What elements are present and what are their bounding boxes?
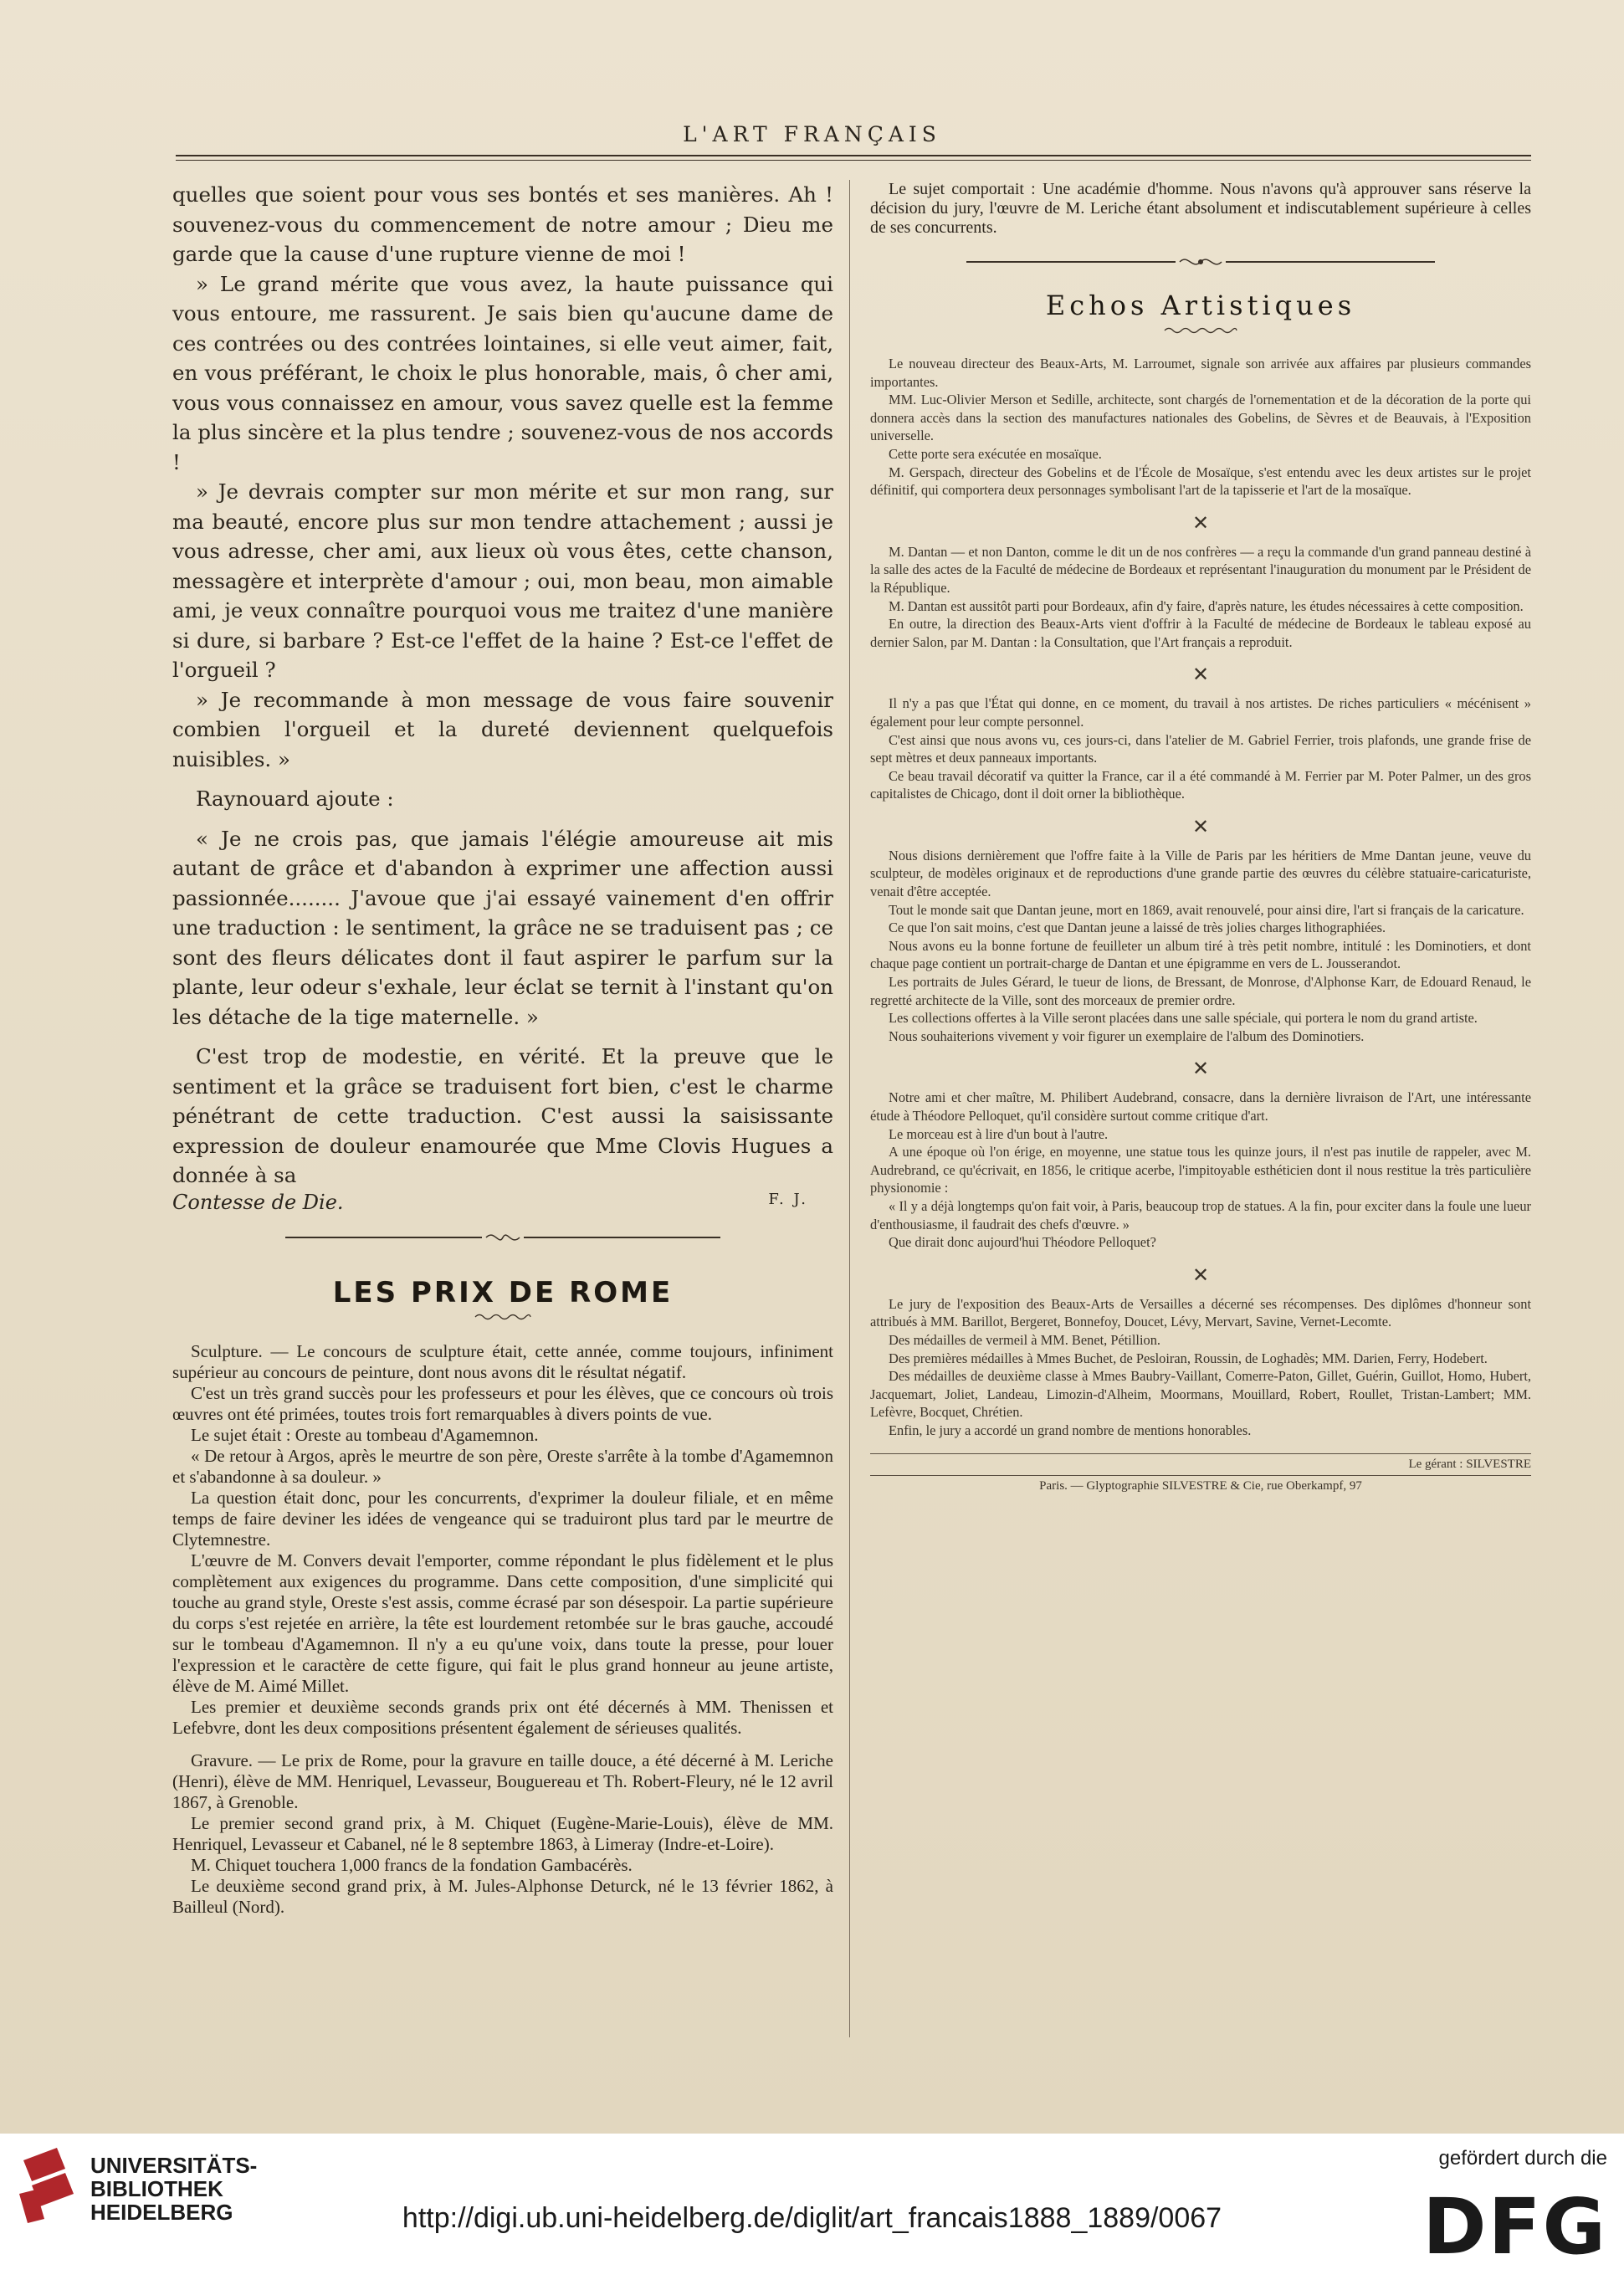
item-separator-icon: ✕	[1191, 510, 1210, 535]
echo-paragraph: A une époque où l'on érige, en moyenne, une statue tous les quinze jours, il n'est pas inutile de rappeler, avec M. Audrebrand, ce qu'écrivait, en 1856, le critique acerbe, l'impitoyable esthéticien dont il nous restitue la très particulière physionomie :	[870, 1144, 1531, 1196]
poem-paragraph: quelles que soient pour vous ses bontés et ses manières. Ah ! souvenez-vous du commencement de notre amour ; Dieu me garde que la cause d'une rupture vienne de moi !	[172, 182, 833, 266]
left-column	[172, 180, 833, 2054]
ornamental-divider	[285, 1229, 720, 1246]
echos-list	[870, 355, 1531, 1440]
header-rule-thin	[176, 160, 1531, 161]
echo-paragraph: Les collections offertes à la Ville seront placées dans une salle spéciale, qui portera le nom du grand artiste.	[889, 1010, 1478, 1027]
prix-paragraph: « De retour à Argos, après le meurtre de son père, Oreste s'arrête à la tombe d'Agamemnon et s'abandonne à sa douleur. »	[172, 1445, 833, 1487]
echo-paragraph: Enfin, le jury a accordé un grand nombre de mentions honorables.	[889, 1422, 1252, 1438]
column-divider	[849, 180, 850, 2037]
echo-paragraph: Ce que l'on sait moins, c'est que Dantan jeune a laissé de très jolies charges lithographiées.	[889, 920, 1386, 936]
echo-paragraph: C'est ainsi que nous avons vu, ces jours-ci, dans l'atelier de M. Gabriel Ferrier, trois plafonds, une grande frise de sept mètres et deux panneaux importants.	[870, 731, 1531, 766]
echo-paragraph: Des médailles de vermeil à MM. Benet, Pétillion.	[889, 1331, 1161, 1348]
echo-paragraph: Cette porte sera exécutée en mosaïque.	[889, 445, 1102, 462]
prix-paragraph: M. Chiquet touchera 1,000 francs de la fondation Gambacérès.	[191, 1854, 633, 1875]
running-title: L'ART FRANÇAIS	[683, 122, 941, 146]
footer-rule	[870, 1453, 1531, 1454]
prix-de-rome-title: LES PRIX DE ROME	[332, 1275, 674, 1309]
author-initials: F. J.	[768, 1190, 808, 1208]
echo-paragraph: Le morceau est à lire d'un bout à l'autre.	[889, 1125, 1109, 1142]
contesse-title: Contesse de Die.	[172, 1190, 344, 1214]
echo-paragraph: Tout le monde sait que Dantan jeune, mort en 1869, avait renouvelé, pour ainsi dire, l'art si français de la caricature.	[889, 901, 1524, 918]
echo-paragraph: Des médailles de deuxième classe à Mmes Baubry-Vaillant, Comerre-Paton, Gillet, Guérin, Guillot, Homo, Hubert, Jacquemart, Joliet, Landeau, Limozin-d'Alheim, Moormans, Mouillard, Robert, Roullet, Tristan-Lambert; MM. Lefèvre, Bocquet, Chrétien.	[870, 1368, 1531, 1421]
footer-rule	[870, 1475, 1531, 1476]
item-separator-icon: ✕	[1191, 814, 1210, 838]
echo-paragraph: En outre, la direction des Beaux-Arts vient d'offrir à la Faculté de médecine de Bordeaux le tableau exposé au dernier Salon, par M. Dantan : la Consultation, que l'Art français a reproduit.	[870, 616, 1531, 650]
poem-paragraph: » Le grand mérite que vous avez, la haute puissance qui vous entoure, me rassurent. Je sais bien qu'aucune dame de ces contrées ou des contrées lointaines, si elle veut aimer, fait, en vous préférant, le choix le plus honorable, mais, ô cher ami, vous vous connaissez en amour, vous savez quelle est la femme la plus sincère et la plus tendre ; souvenez-vous de nos accords !	[172, 271, 833, 474]
prix-paragraph: Sculpture. — Le concours de sculpture était, cette année, comme toujours, infiniment supérieur au concours de peinture, dont nous avons dit le résultat négatif.	[172, 1340, 833, 1382]
library-line: UNIVERSITÄTS-	[90, 2153, 258, 2178]
right-column	[870, 180, 1531, 2054]
title-squiggle	[1163, 326, 1238, 335]
title-squiggle	[474, 1313, 532, 1321]
item-separator-icon: ✕	[1191, 1263, 1210, 1287]
quote-paragraph: « Je ne crois pas, que jamais l'élégie amoureuse ait mis autant de grâce et d'abandon à exprimer une affection aussi passionnée........ J'avoue que j'ai essayé vainement d'en offrir une traduction : le sentiment, la grâce ne se traduisent pas ; ce sont des fleurs délicates dont il faut aspirer le parfum sur la plante, leur odeur s'exhale, leur éclat se ternit à l'instant qu'on les détache de la tige maternelle. »	[172, 826, 833, 1029]
imprint-line: Paris. — Glyptographie SILVESTRE & Cie, rue Oberkampf, 97	[1039, 1478, 1362, 1493]
item-separator-icon: ✕	[1191, 663, 1210, 687]
echo-paragraph: MM. Luc-Olivier Merson et Sedille, architecte, sont chargés de l'ornementation et de la décoration de la porte qui donnera accès dans la section des manufactures nationales des Gobelins, de Sèvres et de Beauvais, à l'Exposition universelle.	[870, 392, 1531, 444]
header-rule-thick	[176, 155, 1531, 156]
echo-paragraph: Les portraits de Jules Gérard, le tueur de lions, de Bressant, de Monrose, d'Alphonse Karr, de Edouard Renaud, le regretté architecte de la Ville, sont des morceaux de premier ordre.	[870, 974, 1531, 1008]
echo-paragraph: Des premières médailles à Mmes Buchet, de Pesloiran, Roussin, de Loghadès; MM. Darien, Ferry, Hodebert.	[889, 1350, 1488, 1366]
echo-paragraph: Il n'y a pas que l'État qui donne, en ce moment, du travail à nos artistes. De riches particuliers « mécénisent » également pour leur compte personnel.	[870, 695, 1531, 730]
echo-paragraph: Nous disions dernièrement que l'offre faite à la Ville de Paris par les héritiers de Mme Dantan jeune, veuve du sculpteur, de modèles originaux et de reproductions d'une grande partie des œuvres du célèbre statuaire-caricaturiste, venait d'être acceptée.	[870, 847, 1531, 900]
echo-paragraph: M. Gerspach, directeur des Gobelins et de l'École de Mosaïque, s'est entendu avec les deux artistes sur le projet définitif, qui comportera deux personnages symbolisant l'art de la tapisserie et l'art de la mosaïque.	[870, 464, 1531, 499]
echo-paragraph: Le nouveau directeur des Beaux-Arts, M. Larroumet, signale son arrivée aux affaires par plusieurs commandes importantes.	[870, 356, 1531, 390]
library-line: HEIDELBERG	[90, 2200, 233, 2225]
library-line: BIBLIOTHEK	[90, 2176, 223, 2201]
dfg-logo: DFG	[1422, 2182, 1607, 2272]
echo-paragraph: M. Dantan — et non Danton, comme le dit un de nos confrères — a reçu la commande d'un grand panneau destiné à la salle des actes de la Faculté de médecine de Bordeaux et représentant l'inauguration du monument par le Président de la République.	[870, 543, 1531, 596]
gerant-line: Le gérant : SILVESTRE	[1408, 1457, 1531, 1471]
signature-line	[172, 1191, 833, 1214]
echo-paragraph: « Il y a déjà longtemps qu'on fait voir, à Paris, beaucoup trop de statues. A la fin, pour exciter dans la foule une lueur d'enthousiasme, il faudrait des chefs d'œuvre. »	[870, 1197, 1531, 1232]
echo-paragraph: Nous souhaiterions vivement y voir figurer un exemplaire de l'album des Dominotiers.	[889, 1027, 1365, 1044]
poem-paragraph: » Je recommande à mon message de vous faire souvenir combien l'orgueil et la dureté deviennent quelquefois nuisibles. »	[172, 687, 833, 771]
echo-paragraph: Que dirait donc aujourd'hui Théodore Pelloquet?	[889, 1234, 1156, 1251]
echo-paragraph: M. Dantan est aussitôt parti pour Bordeaux, afin d'y faire, d'après nature, les études nécessaires à cette composition.	[889, 597, 1524, 614]
item-separator-icon: ✕	[1191, 1057, 1210, 1081]
prix-paragraph: La question était donc, pour les concurrents, d'exprimer la douleur filiale, et en même temps de faire deviner les idées de vengeance qui se traduiront plus tard par le meurtre de Clytemnestre.	[172, 1487, 833, 1550]
digital-copy-url[interactable]: http://digi.ub.uni-heidelberg.de/diglit/art_francais1888_1889/0067	[402, 2202, 1222, 2234]
echo-paragraph: Notre ami et cher maître, M. Philibert Audebrand, consacre, dans la dernière livraison de l'Art, une intéressante étude à Théodore Pelloquet, qu'il considère surtout comme critique d'art.	[870, 1089, 1531, 1124]
poem-paragraph: » Je devrais compter sur mon mérite et sur mon rang, sur ma beauté, encore plus sur mon tendre attachement ; aussi je vous adresse, cher ami, aux lieux où vous êtes, cette chanson, messagère et interprète d'amour ; oui, mon beau, mon aimable ami, je veux connaître pourquoi vous me traitez d'une manière si dure, si barbare ? Est-ce l'effet de la haine ? Est-ce l'effet de l'orgueil ?	[172, 479, 833, 682]
closing-paragraph: C'est trop de modestie, en vérité. Et la preuve que le sentiment et la grâce se traduisent fort bien, c'est le charme pénétrant de cette traduction. C'est aussi la saisissante expression de douleur enamourée que Mme Clovis Hugues a donnée à sa	[172, 1044, 833, 1187]
prix-paragraph: L'œuvre de M. Convers devait l'emporter, comme répondant le plus fidèlement et le plus complètement aux exigences du programme. Dans cette composition, d'une simplicité qui touche au grand style, Oreste s'est assis, comme écrasé par son désespoir. La partie supérieure du corps s'est rejetée en arrière, la tête est lourdement retombée sur le bras gauche, accoudé sur le tombeau d'Agamemnon. Il n'y a eu qu'une voix, dans toute la presse, pour louer l'expression et le caractère de cette figure, qui fait le plus grand honneur au jeune artiste, élève de M. Aimé Millet.	[172, 1550, 833, 1696]
prix-paragraph: Le deuxième second grand prix, à M. Jules-Alphonse Deturck, né le 13 février 1862, à Bailleul (Nord).	[172, 1875, 833, 1917]
prix-paragraph: Le sujet était : Oreste au tombeau d'Agamemnon.	[191, 1424, 539, 1445]
prix-paragraph: Les premier et deuxième seconds grands prix ont été décernés à MM. Thenissen et Lefebvre, dont les deux compositions présentent également de sérieuses qualités.	[172, 1696, 833, 1738]
ornamental-divider	[966, 253, 1435, 271]
echos-title: Echos Artistiques	[1045, 289, 1356, 321]
prix-paragraph: Gravure. — Le prix de Rome, pour la gravure en taille douce, a été décerné à M. Leriche (Henri), élève de MM. Henriquel, Levasseur, Bouguereau et Th. Robert-Fleury, né le 12 avril 1867, à Grenoble.	[172, 1750, 833, 1812]
echo-paragraph: Nous avons eu la bonne fortune de feuilleter un album tiré à très petit nombre, intitulé : les Dominotiers, et dont chaque page contient un portrait-charge de Dantan et une épigramme en vers de L. Jousserandot.	[870, 937, 1531, 972]
echo-paragraph: Le jury de l'exposition des Beaux-Arts de Versailles a décerné ses récompenses. Des diplômes d'honneur sont attribués à MM. Barillot, Bergeret, Bonnefoy, Doucet, Lévy, Mervart, Savine, Vernet-Lecomte.	[870, 1295, 1531, 1330]
prix-paragraph: C'est un très grand succès pour les professeurs et pour les élèves, que ce concours où trois œuvres ont été primées, toutes trois fort remarquables à divers points de vue.	[172, 1382, 833, 1424]
jury-intro: Le sujet comportait : Une académie d'homme. Nous n'avons qu'à approuver sans réserve la décision du jury, l'œuvre de M. Leriche étant absolument et indiscutablement supérieure à celles de ses concurrents.	[870, 180, 1531, 237]
echo-paragraph: Ce beau travail décoratif va quitter la France, car il a été commandé à M. Ferrier par M. Poter Palmer, un des gros capitalistes de Chicago, dont il doit orner la bibliothèque.	[870, 767, 1531, 802]
raynouard-line: Raynouard ajoute :	[196, 786, 394, 811]
prix-paragraph: Le premier second grand prix, à M. Chiquet (Eugène-Marie-Louis), élève de MM. Henriquel, Levasseur et Cabanel, né le 8 septembre 1863, à Limeray (Indre-et-Loire).	[172, 1812, 833, 1854]
funded-by-label: gefördert durch die	[1438, 2147, 1607, 2170]
